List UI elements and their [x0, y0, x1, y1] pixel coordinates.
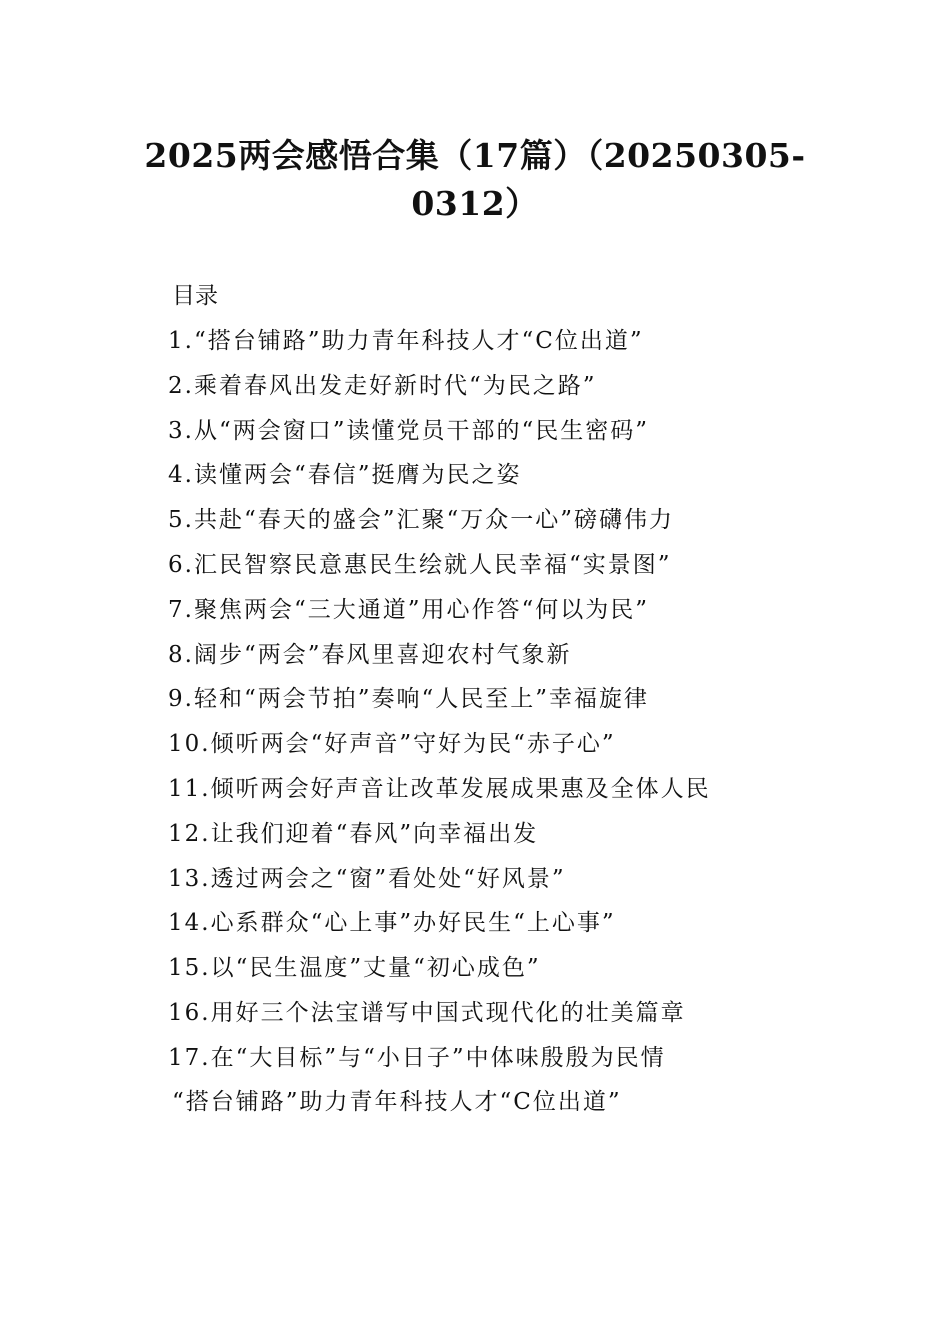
toc-item[interactable]: 4.读懂两会“春信”挺膺为民之姿	[168, 462, 522, 489]
toc-item[interactable]: 12.让我们迎着“春风”向幸福出发	[168, 820, 539, 847]
toc-item[interactable]: 13.透过两会之“窗”看处处“好风景”	[168, 865, 566, 892]
title-line-1: 2025两会感悟合集（17篇）（20250305-	[144, 136, 806, 175]
toc-item[interactable]: 16.用好三个法宝谱写中国式现代化的壮美篇章	[168, 999, 686, 1026]
toc-item[interactable]: 5.共赴“春天的盛会”汇聚“万众一心”磅礴伟力	[168, 507, 674, 534]
toc-item[interactable]: 9.轻和“两会节拍”奏响“人民至上”幸福旋律	[168, 686, 649, 713]
title-line-2: 0312）	[411, 184, 539, 223]
toc-item[interactable]: 10.倾听两会“好声音”守好为民“赤子心”	[168, 731, 616, 758]
toc-item[interactable]: 1.“搭台铺路”助力青年科技人才“C位出道”	[168, 328, 644, 354]
toc-item[interactable]: 14.心系群众“心上事”办好民生“上心事”	[168, 910, 616, 937]
toc-heading: 目录	[172, 283, 218, 309]
toc-item[interactable]: 11.倾听两会好声音让改革发展成果惠及全体人民	[168, 775, 711, 802]
toc-item[interactable]: 15.以“民生温度”丈量“初心成色”	[168, 955, 541, 982]
toc-item[interactable]: 6.汇民智察民意惠民生绘就人民幸福“实景图”	[168, 551, 672, 578]
toc-item[interactable]: 2.乘着春风出发走好新时代“为民之路”	[168, 372, 597, 399]
first-article-title: “搭台铺路”助力青年科技人才“C位出道”	[172, 1089, 622, 1115]
toc-item[interactable]: 8.阔步“两会”春风里喜迎农村气象新	[168, 641, 572, 668]
toc-item[interactable]: 3.从“两会窗口”读懂党员干部的“民生密码”	[168, 417, 649, 444]
toc-item[interactable]: 17.在“大目标”与“小日子”中体味殷殷为民情	[168, 1044, 666, 1071]
toc-item[interactable]: 7.聚焦两会“三大通道”用心作答“何以为民”	[168, 596, 649, 623]
table-of-contents	[168, 325, 888, 1087]
document-title	[140, 132, 810, 228]
